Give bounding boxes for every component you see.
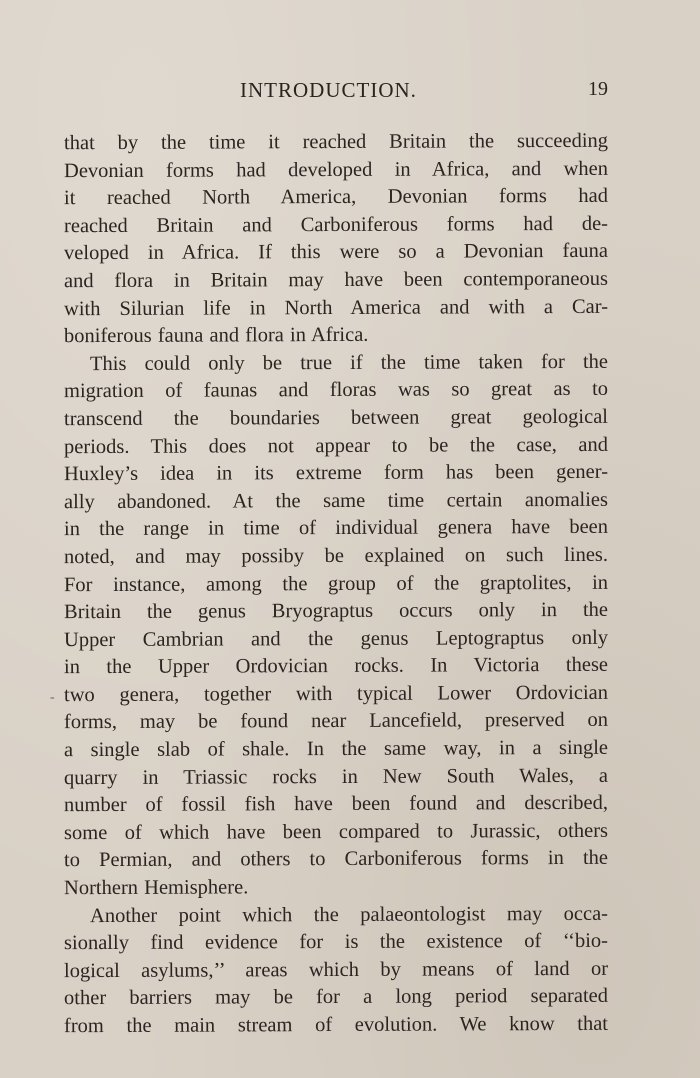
paragraph-start-line: This could only be true if the time taken for the [89,350,609,375]
text-line: For instance, among the group of the graptolites, in [63,571,609,596]
text-line: forms, may be found near Lancefield, preserved on [63,709,609,734]
text-line: logical asylums,’’ areas which by means of land or [63,957,609,982]
text-line: from the main stream of evolution. We know that [63,1012,609,1038]
text-line: it reached North America, Devonian forms had [63,185,609,210]
text-line: reached Britain and Carboniferous forms had de- [63,212,609,237]
text-line: Huxley’s idea in its extreme form has been gener- [63,460,609,486]
text-line: a single slab of shale. In the same way, in a single [63,736,609,762]
text-line: some of which have been compared to Jurassic, others [63,819,609,845]
paragraph-start-line: Another point which the palaeontologist may occa- [89,902,609,927]
text-line: with Silurian life in North America and with a Car- [63,295,609,320]
text-line: to Permian, and others to Carboniferous forms in the [63,847,609,872]
text-line: Devonian forms had developed in Africa, and when [63,157,609,182]
text-line: ally abandoned. At the same time certain anomalies [63,488,609,513]
text-line: Britain the genus Bryograptus occurs only in the [63,598,609,624]
text-line: veloped in Africa. If this were so a Devonian fauna [63,240,609,265]
text-line: two genera, together with typical Lower Ordovician [63,681,609,707]
running-header [62,78,608,106]
body-text [64,129,608,1040]
chapter-title: INTRODUCTION. [240,78,417,102]
text-line: number of fossil fish have been found and described, [63,792,609,817]
text-line: Northern Hemisphere. [63,876,249,900]
text-line: quarry in Triassic rocks in New South Wales, a [63,764,609,789]
text-line: transcend the boundaries between great geological [63,405,609,431]
text-line: Upper Cambrian and the genus Leptograptus only [63,626,609,651]
text-line: periods. This does not appear to be the case, and [63,433,609,458]
text-line: boniferous fauna and flora in Africa. [63,324,369,348]
text-line: that by the time it reached Britain the succeeding [63,129,609,155]
text-line: sionally find evidence for is the existence of ‘‘bio- [63,930,609,955]
page-number: 19 [588,78,608,100]
text-line: other barriers may be for a long period separated [63,985,609,1010]
margin-mark: - [50,690,55,705]
text-line: in the Upper Ordovician rocks. In Victoria these [63,654,609,679]
text-line: noted, and may possiby be explained on such lines. [63,543,609,569]
text-line: migration of faunas and floras was so great as to [63,378,609,403]
text-line: in the range in time of individual genera have been [63,516,609,541]
text-line: and flora in Britain may have been contemporaneous [63,267,609,293]
